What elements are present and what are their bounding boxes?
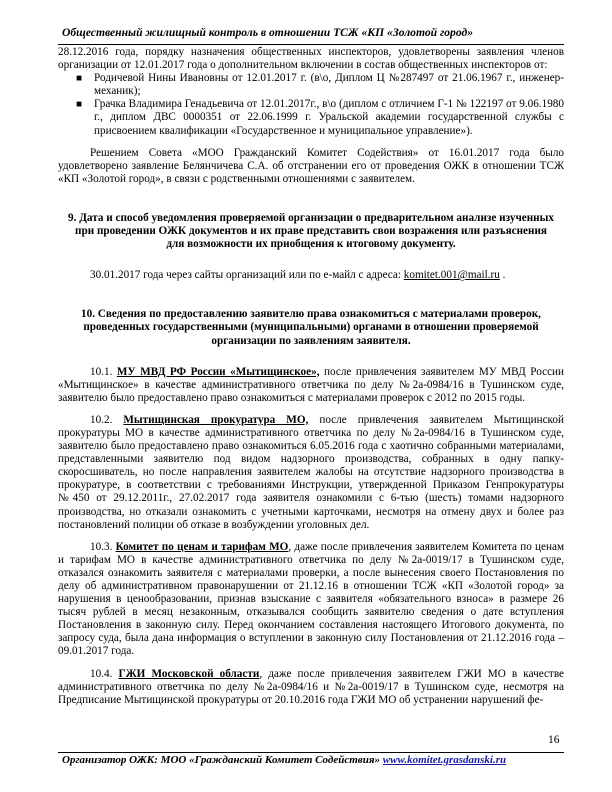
intro-paragraph: 28.12.2016 года, порядку назначения общественных инспекторов, удовлетворены заявления членов организации от 12.01.2017 года о дополнительном включении в состав общественных инспекторов от: [58, 46, 564, 72]
bullet-icon: ■ [76, 73, 83, 85]
section-9-title: 9. Дата и способ уведомления проверяемой организации о предварительном анализе изученных при проведении ОЖК документов и их праве представить свои возражения или разъяснения для возможности их приобщения к итоговому документу. [68, 211, 554, 251]
section-10-title: 10. Сведения по предоставлению заявителю права ознакомиться с материалами проверок, проведенных государственными (муниципальными) органами в отношении проверяемой организации по заявлениям заявителя. [81, 308, 541, 347]
item-10-2: 10.2. Мытищинская прокуратура МО, после привлечения заявителем Мытищинской прокуратуры МО в качестве административного ответчика по делу №2а-0984/16 в Тушинском суде, заявителю было предоставлено право ознакомиться 6.05.2016 года с хаотично собранными материалами, представленными заявителю под видом надзорного производства, собранных в одну папку-скоросшиватель, но после направления заявителем жалобы на отсутствие надзорного производства в прокуратуре, в соответствии с требованиями Инструкции, утвержденной Приказом Генпрокуратуры №450 от 29.12.2011г., 27.02.2017 года заявителя ознакомили с 6-тью (шесть) томами надзорного производства, но отказали ознакомить с учетными карточками, несмотря на отмену двух и более раз постановлений полиции об отказе в возбуждении уголовных дел. [58, 413, 565, 531]
org-name: Мытищинская прокуратура МО, [123, 413, 309, 426]
inspector-list [58, 72, 564, 137]
list-item: ■ Родичевой Нины Ивановны от 12.01.2017 г. (в\о, Диплом Ц №287497 от 21.06.1967 г., инженер-механик); [76, 72, 564, 98]
running-footer: Организатор ОЖК: МОО «Гражданский Комитет Содействия» www.komitet.grasdanski.ru [62, 754, 507, 766]
org-name: МУ МВД РФ России «Мытищинское», [116, 365, 320, 378]
item-10-4: 10.4. ГЖИ Московской области, даже после привлечения заявителем ГЖИ МО в качестве административного ответчика по делу №2а-0984/16 и №2а-0019/17 в Тушинском суде, несмотря на Предписание Мытищинской прокуратуры от 20.10.2016 года ГЖИ МО об устранении нарушений фе- [58, 667, 564, 706]
document-body [58, 46, 564, 707]
footer-divider [58, 752, 564, 753]
list-item: ■ Грачка Владимира Генадьевича от 12.01.2017г., в\о (диплом с отличием Г-1 № 122197 от 9.06.1980 г., диплом ДВС 0000351 от 22.06.1999 г. Уральской академии государственной службы с присвоением квалификации «Государственное и муниципальное управление»). [76, 98, 564, 137]
org-name: ГЖИ Московской области [118, 667, 260, 680]
decision-paragraph: Решением Совета «МОО Гражданский Комитет Содействия» от 16.01.2017 года было удовлетворено заявление Белянчичева С.А. об отстранении его от проведения ОЖК в отношении ТСЖ «КП «Золотой город», в связи с родственными отношениями с заявителем. [58, 146, 564, 185]
page-number: 16 [548, 734, 560, 746]
item-10-1: 10.1. МУ МВД РФ России «Мытищинское», после привлечения заявителем МУ МВД России «Мытищинское» в качестве административного ответчика по делу №2а-0984/16 в Тушинском суде, заявителю было предоставлено право ознакомиться с материалами проверок с 2012 по 2015 годы. [58, 365, 565, 404]
section-9-text: 30.01.2017 года через сайты организаций или по е-майл с адреса: komitet.001@mail.ru . [90, 269, 506, 282]
org-name: Комитет по ценам и тарифам МО [115, 540, 289, 553]
header-divider [58, 44, 564, 45]
email-link[interactable]: komitet.001@mail.ru [403, 269, 500, 282]
item-10-3: 10.3. Комитет по ценам и тарифам МО, даже после привлечения заявителем Комитета по ценам и тарифам МО в качестве административного ответчика по делу №2а-0019/17 в Тушинском суде, отказался ознакомить заявителя с материалами проверки, а после вынесения своего Постановления по делу об административном правонарушении от 21.12.16 в отношении ТСЖ «КП «Золотой город» за нарушения в ценообразовании, признав взыскание с заявителя «обязательного взноса» в размере 26 тысяч рублей в месяц незаконным, отказывался сообщить заявителю сведения о дате вступления Постановления в законную силу. Перед окончанием составления настоящего Итогового документа, по запросу суда, была дана информация о вступлении в законную силу Постановления от 21.12.2016 года – 09.01.2017 года. [58, 540, 565, 658]
running-header: Общественный жилищный контроль в отношении ТСЖ «КП «Золотой город» [62, 26, 474, 39]
website-link[interactable]: www.komitet.grasdanski.ru [382, 754, 507, 766]
bullet-icon: ■ [76, 99, 83, 111]
